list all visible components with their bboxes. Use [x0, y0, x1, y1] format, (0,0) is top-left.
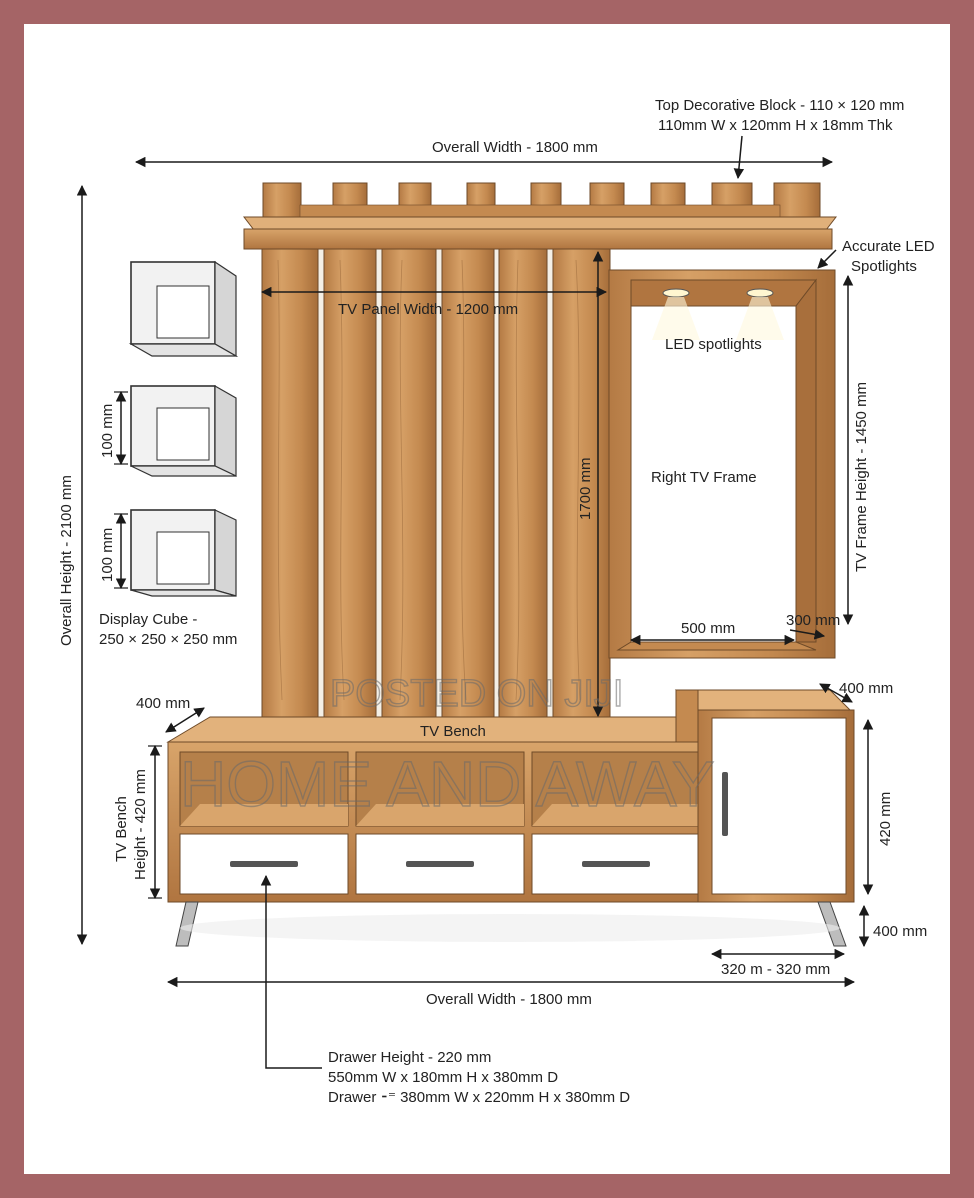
drawer-label-line3: Drawer ⁃⁼ 380mm W x 220mm H x 380mm D: [328, 1089, 631, 1106]
bench-depth-left-label: 400 mm: [136, 695, 191, 712]
right-tv-frame-label: Right TV Frame: [651, 469, 757, 486]
cabinet-depth-label: 400 mm: [839, 680, 894, 697]
cube-gap-label-2: 100 mm: [99, 527, 116, 582]
top-shelf: [244, 217, 836, 249]
tv-panel-width-label: TV Panel Width - 1200 mm: [338, 301, 519, 318]
display-cube-2: [131, 386, 236, 476]
bench-height-label-line2: Height - 420 mm: [132, 769, 149, 880]
drawer-label-line1: Drawer Height - 220 mm: [328, 1049, 492, 1066]
display-cube-3: [131, 510, 236, 596]
leg-spacing-label: 320 m - 320 mm: [721, 961, 831, 978]
right-tv-frame: [609, 270, 835, 658]
panel-height-label: 1700 mm: [577, 457, 594, 520]
accurate-led-label-line1: Accurate LED: [842, 238, 935, 255]
tv-frame-height-label: TV Frame Height - 1450 mm: [853, 381, 870, 572]
display-cube-1: [131, 262, 236, 356]
display-cube-label-line2: 250 × 250 × 250 mm: [99, 631, 238, 648]
top-block-label-line2: 110mm W x 120mm H x 18mm Thk: [658, 117, 893, 134]
brand-watermark: HOME AND AWAY: [180, 748, 715, 820]
accurate-led-label-line2: Spotlights: [851, 258, 917, 275]
cube-gap-label-1: 100 mm: [99, 403, 116, 458]
display-cube-label-line1: Display Cube -: [99, 611, 198, 628]
bench-drawers: [180, 834, 698, 894]
cabinet-height-label: 420 mm: [877, 791, 894, 846]
bench-height-label-line1: TV Bench: [113, 796, 130, 862]
tv-bench-label: TV Bench: [420, 723, 486, 740]
frame-inner-width-label: 500 mm: [681, 620, 736, 637]
overall-width-top-label: Overall Width - 1800 mm: [432, 139, 598, 156]
tv-slat-panel: [262, 249, 610, 719]
frame-depth-label: 300 mm: [786, 612, 841, 629]
led-spotlights-label: LED spotlights: [665, 336, 762, 353]
top-block-label-line1: Top Decorative Block - 110 × 120 mm: [655, 97, 905, 114]
top-decorative-blocks: [263, 183, 820, 219]
bench-legs: [176, 902, 846, 946]
leg-height-label: 400 mm: [873, 923, 928, 940]
posted-watermark: POSTED ON JIJI: [330, 673, 624, 715]
drawer-label-line2: 550mm W x 180mm H x 380mm D: [328, 1069, 559, 1086]
overall-height-label: Overall Height - 2100 mm: [58, 475, 75, 646]
overall-width-bottom-label: Overall Width - 1800 mm: [426, 991, 592, 1008]
